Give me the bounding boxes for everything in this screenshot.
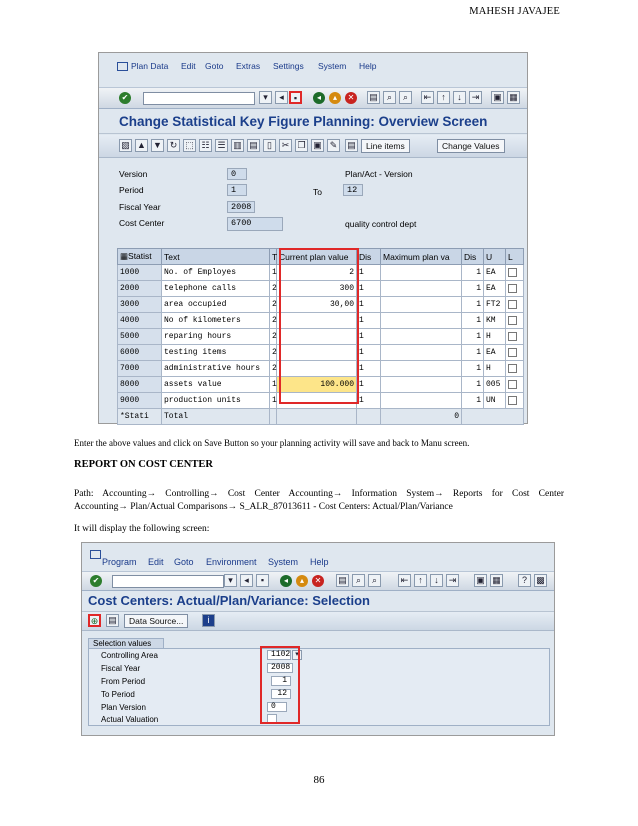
back-icon[interactable]: ◂ bbox=[280, 575, 292, 587]
author-header: MAHESH JAVAJEE bbox=[469, 6, 560, 17]
lock-cell[interactable] bbox=[506, 265, 524, 281]
next-page-icon[interactable]: ↓ bbox=[453, 91, 466, 104]
enter-icon[interactable]: ✔ bbox=[119, 92, 131, 104]
menu-icon[interactable] bbox=[117, 62, 128, 71]
maximum-plan-value-cell[interactable] bbox=[381, 313, 462, 329]
period-from-field[interactable]: 1 bbox=[227, 184, 247, 196]
col-statist[interactable]: ▦Statist bbox=[118, 249, 162, 265]
current-plan-value-cell[interactable]: 100.000 bbox=[277, 377, 357, 393]
exit-icon[interactable]: ▴ bbox=[329, 92, 341, 104]
menu-extras[interactable]: Extras bbox=[236, 61, 261, 71]
block-icon[interactable]: ▥ bbox=[231, 139, 244, 152]
find-icon[interactable]: ⌕ bbox=[352, 574, 365, 587]
cost-center-description: quality control dept bbox=[345, 219, 417, 229]
last-page-icon[interactable]: ⇥ bbox=[446, 574, 459, 587]
lock-cell[interactable] bbox=[506, 313, 524, 329]
total-empty-cell bbox=[270, 409, 277, 425]
command-field[interactable] bbox=[112, 575, 224, 588]
plan-version-label: Plan Version bbox=[101, 703, 146, 712]
unit-cell: EA bbox=[484, 345, 506, 361]
save-icon[interactable]: ▪ bbox=[289, 91, 302, 104]
menu-edit[interactable]: Edit bbox=[148, 557, 164, 567]
from-period-field[interactable]: 1 bbox=[271, 676, 291, 686]
value-help-icon[interactable]: ▾ bbox=[292, 650, 302, 660]
unit-cell: H bbox=[484, 329, 506, 345]
current-plan-value-highlight bbox=[279, 248, 359, 404]
distribution-key-cell[interactable]: 1 bbox=[357, 377, 381, 393]
section-heading: REPORT ON COST CENTER bbox=[74, 459, 213, 470]
details-icon[interactable]: ▤ bbox=[247, 139, 260, 152]
data-source-button[interactable]: Data Source... bbox=[124, 614, 188, 628]
type-cell: 1 bbox=[270, 393, 277, 409]
distribution-key-cell[interactable]: 1 bbox=[357, 361, 381, 377]
period-label: Period bbox=[119, 185, 144, 195]
maximum-plan-value-cell[interactable] bbox=[381, 361, 462, 377]
col-unit[interactable]: U bbox=[484, 249, 506, 265]
new-session-icon[interactable]: ▣ bbox=[491, 91, 504, 104]
statistical-key-figure-cell: 8000 bbox=[118, 377, 162, 393]
total-filler-cell bbox=[462, 409, 524, 425]
col-text[interactable]: Text bbox=[162, 249, 270, 265]
distribution-key-cell[interactable]: 1 bbox=[357, 313, 381, 329]
distribution-key-cell[interactable]: 1 bbox=[357, 297, 381, 313]
cancel-icon[interactable]: ✕ bbox=[345, 92, 357, 104]
screen-title: Change Statistical Key Figure Planning: Overview Screen bbox=[99, 111, 527, 134]
statistical-key-figure-cell: 1000 bbox=[118, 265, 162, 281]
version-field[interactable]: 0 bbox=[227, 168, 247, 180]
maximum-plan-value-cell[interactable] bbox=[381, 377, 462, 393]
back-arrow-icon[interactable]: ◂ bbox=[240, 574, 253, 587]
fiscal-year-field[interactable]: 2008 bbox=[267, 663, 293, 673]
distribution-key-2-cell[interactable]: 1 bbox=[462, 377, 484, 393]
first-page-icon[interactable]: ⇤ bbox=[421, 91, 434, 104]
plan-version-field[interactable]: 0 bbox=[267, 702, 287, 712]
change-values-button[interactable]: Change Values bbox=[437, 139, 505, 153]
actual-valuation-label: Actual Valuation bbox=[101, 715, 159, 724]
lock-checkbox[interactable] bbox=[508, 316, 517, 325]
find-icon[interactable]: ⌕ bbox=[383, 91, 396, 104]
deselect-icon[interactable]: ☰ bbox=[215, 139, 228, 152]
col-maximum-plan[interactable]: Maximum plan va bbox=[381, 249, 462, 265]
menu-bar-2 bbox=[82, 549, 554, 565]
lock-checkbox[interactable] bbox=[508, 348, 517, 357]
to-label: To bbox=[313, 187, 322, 197]
help-icon[interactable]: ? bbox=[518, 574, 531, 587]
find-next-icon[interactable]: ⌕ bbox=[368, 574, 381, 587]
type-cell: 2 bbox=[270, 297, 277, 313]
standard-toolbar-2 bbox=[82, 571, 554, 591]
key-figure-text-cell: telephone calls bbox=[162, 281, 270, 297]
maximum-plan-value-cell[interactable] bbox=[381, 345, 462, 361]
copy-icon[interactable]: ❐ bbox=[295, 139, 308, 152]
fiscal-year-label: Fiscal Year bbox=[101, 664, 141, 673]
display-text: It will display the following screen: bbox=[74, 524, 210, 534]
print-icon[interactable]: ▤ bbox=[336, 574, 349, 587]
col-current-plan-value[interactable]: Current plan value bbox=[277, 249, 357, 265]
selection-values-tab: Selection values bbox=[88, 638, 164, 649]
type-cell: 2 bbox=[270, 329, 277, 345]
maximum-plan-value-cell[interactable] bbox=[381, 297, 462, 313]
distribution-key-cell[interactable]: 1 bbox=[357, 329, 381, 345]
exit-icon[interactable]: ▴ bbox=[296, 575, 308, 587]
standard-toolbar bbox=[99, 87, 527, 109]
distribution-key-2-cell[interactable]: 1 bbox=[462, 361, 484, 377]
current-plan-value-cell[interactable]: 2 bbox=[277, 265, 357, 281]
unit-cell: KM bbox=[484, 313, 506, 329]
menu-system[interactable]: System bbox=[268, 557, 299, 567]
current-plan-value-cell[interactable]: 30,00 bbox=[277, 297, 357, 313]
key-figure-text-cell: production units bbox=[162, 393, 270, 409]
menu-goto[interactable]: Goto bbox=[174, 557, 194, 567]
key-figure-text-cell: testing items bbox=[162, 345, 270, 361]
cost-center-selection-screenshot bbox=[81, 542, 555, 736]
lock-cell[interactable] bbox=[506, 393, 524, 409]
planning-overview-screenshot bbox=[98, 52, 528, 424]
key-figure-text-cell: assets value bbox=[162, 377, 270, 393]
lock-checkbox[interactable] bbox=[508, 380, 517, 389]
previous-page-icon[interactable]: ↑ bbox=[414, 574, 427, 587]
fiscal-year-field[interactable]: 2008 bbox=[227, 201, 255, 213]
unit-cell: EA bbox=[484, 265, 506, 281]
command-field[interactable] bbox=[143, 92, 255, 105]
screen-title-2: Cost Centers: Actual/Plan/Variance: Selection bbox=[82, 591, 554, 612]
path-line-1: Path: Accounting→ Controlling→ Cost Center Accounting→ Information System→ Reports for Cost Center bbox=[74, 489, 564, 499]
key-figure-text-cell: administrative hours bbox=[162, 361, 270, 377]
unit-cell: 005 bbox=[484, 377, 506, 393]
menu-help[interactable]: Help bbox=[359, 61, 377, 71]
menu-system[interactable]: System bbox=[318, 61, 347, 71]
menu-icon[interactable] bbox=[90, 550, 101, 559]
command-history-icon[interactable]: ▾ bbox=[224, 574, 237, 587]
cut-icon[interactable]: ✂ bbox=[279, 139, 292, 152]
unit-cell: EA bbox=[484, 281, 506, 297]
enter-icon[interactable]: ✔ bbox=[90, 575, 102, 587]
distribution-key-2-cell[interactable]: 1 bbox=[462, 297, 484, 313]
menu-help[interactable]: Help bbox=[310, 557, 329, 567]
application-toolbar bbox=[99, 135, 527, 158]
print-icon[interactable]: ▤ bbox=[367, 91, 380, 104]
menu-plan-data[interactable]: Plan Data bbox=[131, 61, 169, 71]
current-plan-value-cell[interactable]: 300 bbox=[277, 281, 357, 297]
distribution-key-cell[interactable]: 1 bbox=[357, 345, 381, 361]
unit-cell: UN bbox=[484, 393, 506, 409]
menu-settings[interactable]: Settings bbox=[273, 61, 304, 71]
controlling-area-label: Controlling Area bbox=[101, 651, 158, 660]
first-page-icon[interactable]: ⇤ bbox=[398, 574, 411, 587]
instruction-text: Enter the above values and click on Save Button so your planning activity will save and back to Manu screen. bbox=[74, 438, 470, 448]
type-cell: 2 bbox=[270, 345, 277, 361]
lock-cell[interactable] bbox=[506, 345, 524, 361]
shortcut-icon[interactable]: ▦ bbox=[490, 574, 503, 587]
distribution-key-2-cell[interactable]: 1 bbox=[462, 393, 484, 409]
key-figure-text-cell: No of kilometers bbox=[162, 313, 270, 329]
lock-cell[interactable] bbox=[506, 281, 524, 297]
info-icon[interactable]: i bbox=[202, 614, 215, 627]
total-value-cell: 0 bbox=[381, 409, 462, 425]
arrow-down-icon[interactable]: ▼ bbox=[151, 139, 164, 152]
select-all-icon[interactable]: ☷ bbox=[199, 139, 212, 152]
fiscal-year-label: Fiscal Year bbox=[119, 202, 161, 212]
new-session-icon[interactable]: ▣ bbox=[474, 574, 487, 587]
find-next-icon[interactable]: ⌕ bbox=[399, 91, 412, 104]
lock-checkbox[interactable] bbox=[508, 284, 517, 293]
lock-cell[interactable] bbox=[506, 297, 524, 313]
menu-bar bbox=[99, 61, 527, 77]
type-cell: 1 bbox=[270, 377, 277, 393]
type-cell: 2 bbox=[270, 313, 277, 329]
select-icon[interactable]: ⬚ bbox=[183, 139, 196, 152]
plan-act-version-label: Plan/Act - Version bbox=[345, 169, 413, 179]
previous-page-icon[interactable]: ↑ bbox=[437, 91, 450, 104]
menu-environment[interactable]: Environment bbox=[206, 557, 257, 567]
back-icon[interactable]: ◂ bbox=[313, 92, 325, 104]
get-variant-icon[interactable]: ▤ bbox=[106, 614, 119, 627]
menu-goto[interactable]: Goto bbox=[205, 61, 224, 71]
key-figure-text-cell: No. of Employes bbox=[162, 265, 270, 281]
layout-menu-icon[interactable]: ▩ bbox=[534, 574, 547, 587]
statistical-key-figure-cell: 7000 bbox=[118, 361, 162, 377]
period-to-field[interactable]: 12 bbox=[343, 184, 363, 196]
unit-cell: FT2 bbox=[484, 297, 506, 313]
statistical-key-figure-cell: 3000 bbox=[118, 297, 162, 313]
maximum-plan-value-cell[interactable] bbox=[381, 329, 462, 345]
type-cell: 2 bbox=[270, 281, 277, 297]
line-items-icon[interactable]: ▤ bbox=[345, 139, 358, 152]
to-period-field[interactable]: 12 bbox=[271, 689, 291, 699]
maximum-plan-value-cell[interactable] bbox=[381, 281, 462, 297]
line-items-button[interactable]: Line items bbox=[361, 139, 410, 153]
lock-checkbox[interactable] bbox=[508, 396, 517, 405]
maximum-plan-value-cell[interactable] bbox=[381, 393, 462, 409]
page-number: 86 bbox=[313, 774, 325, 786]
execute-icon[interactable]: ⊕ bbox=[88, 614, 101, 627]
maximum-plan-value-cell[interactable] bbox=[381, 265, 462, 281]
cost-center-field[interactable]: 6700 bbox=[227, 217, 283, 231]
version-label: Version bbox=[119, 169, 148, 179]
edit-icon[interactable]: ✎ bbox=[327, 139, 340, 152]
arrow-up-icon[interactable]: ▲ bbox=[135, 139, 148, 152]
menu-edit[interactable]: Edit bbox=[181, 61, 196, 71]
col-l[interactable]: L bbox=[506, 249, 524, 265]
distribution-key-2-cell[interactable]: 1 bbox=[462, 329, 484, 345]
total-plan-cell bbox=[277, 409, 357, 425]
next-page-icon[interactable]: ↓ bbox=[430, 574, 443, 587]
last-page-icon[interactable]: ⇥ bbox=[469, 91, 482, 104]
overview-icon[interactable]: ▧ bbox=[119, 139, 132, 152]
type-cell: 2 bbox=[270, 361, 277, 377]
from-period-label: From Period bbox=[101, 677, 146, 686]
shortcut-icon[interactable]: ▦ bbox=[507, 91, 520, 104]
statistical-key-figure-cell: 9000 bbox=[118, 393, 162, 409]
statistical-key-figure-cell: 5000 bbox=[118, 329, 162, 345]
path-line-2: Accounting→ Plan/Actual Comparisons→ S_ALR_87013611 - Cost Centers: Actual/Plan/Variance bbox=[74, 502, 453, 512]
distribution-key-2-cell[interactable]: 1 bbox=[462, 313, 484, 329]
selection-values-panel bbox=[88, 648, 550, 726]
statistical-key-figure-cell: 6000 bbox=[118, 345, 162, 361]
statistical-key-figure-cell: 4000 bbox=[118, 313, 162, 329]
distribution-key-2-cell[interactable]: 1 bbox=[462, 345, 484, 361]
distribution-key-cell[interactable]: 1 bbox=[357, 281, 381, 297]
key-figure-text-cell: area occupied bbox=[162, 297, 270, 313]
to-period-label: To Period bbox=[101, 690, 135, 699]
type-cell: 1 bbox=[270, 265, 277, 281]
command-history-icon[interactable]: ▾ bbox=[259, 91, 272, 104]
menu-program[interactable]: Program bbox=[102, 557, 137, 567]
col-dis[interactable]: Dis bbox=[357, 249, 381, 265]
lock-cell[interactable] bbox=[506, 329, 524, 345]
lock-checkbox[interactable] bbox=[508, 364, 517, 373]
distribution-key-cell[interactable]: 1 bbox=[357, 393, 381, 409]
unit-cell: H bbox=[484, 361, 506, 377]
distribution-key-2-cell[interactable]: 1 bbox=[462, 265, 484, 281]
lock-checkbox[interactable] bbox=[508, 268, 517, 277]
delete-icon[interactable]: ▯ bbox=[263, 139, 276, 152]
back-arrow-icon[interactable]: ◂ bbox=[275, 91, 288, 104]
lock-checkbox[interactable] bbox=[508, 332, 517, 341]
col-dis-2[interactable]: Dis bbox=[462, 249, 484, 265]
total-key-cell: *Stati bbox=[118, 409, 162, 425]
lock-checkbox[interactable] bbox=[508, 300, 517, 309]
total-row bbox=[118, 409, 524, 425]
key-figure-text-cell: reparing hours bbox=[162, 329, 270, 345]
distribution-key-2-cell[interactable]: 1 bbox=[462, 281, 484, 297]
statistical-key-figure-cell: 2000 bbox=[118, 281, 162, 297]
selection-fields-highlight bbox=[260, 646, 300, 724]
paste-icon[interactable]: ▣ bbox=[311, 139, 324, 152]
application-toolbar-2 bbox=[82, 612, 554, 631]
total-text-cell: Total bbox=[162, 409, 270, 425]
total-dis-cell bbox=[357, 409, 381, 425]
controlling-area-field[interactable]: 1102 bbox=[267, 650, 291, 660]
col-t[interactable]: T bbox=[270, 249, 277, 265]
lock-cell[interactable] bbox=[506, 377, 524, 393]
refresh-icon[interactable]: ↻ bbox=[167, 139, 180, 152]
distribution-key-cell[interactable]: 1 bbox=[357, 265, 381, 281]
lock-cell[interactable] bbox=[506, 361, 524, 377]
save-icon[interactable]: ▪ bbox=[256, 574, 269, 587]
cost-center-label: Cost Center bbox=[119, 218, 165, 228]
cancel-icon[interactable]: ✕ bbox=[312, 575, 324, 587]
